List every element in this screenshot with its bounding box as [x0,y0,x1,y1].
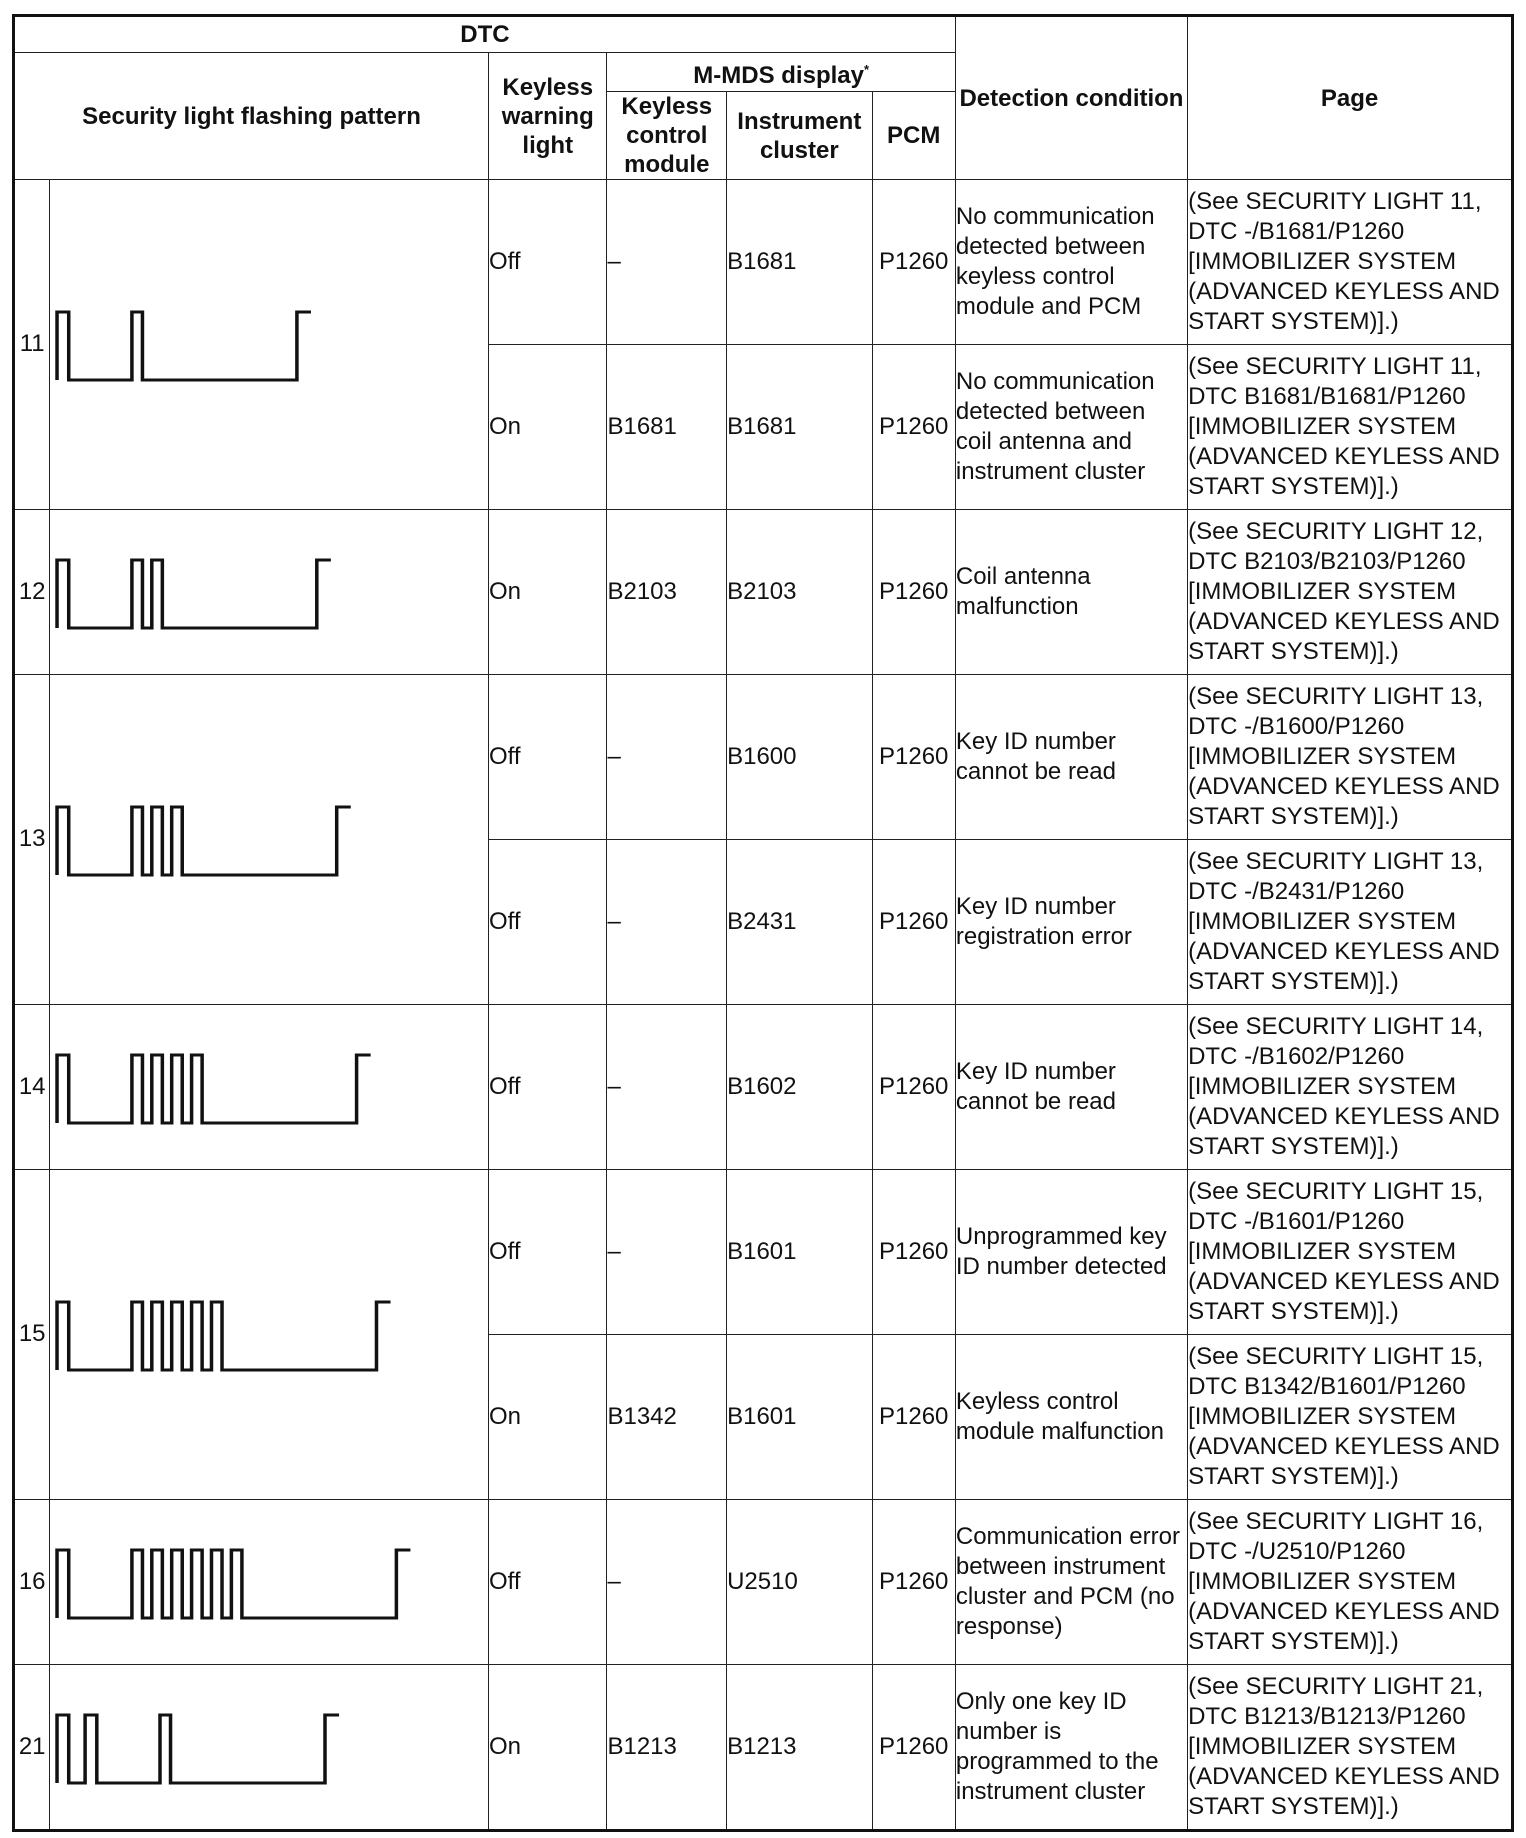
header-keyless-warning-light: Keyless warning light [489,53,607,180]
instrument-cluster-value: U2510 [727,1499,872,1664]
keyless-warning-light-value: On [489,1334,607,1499]
detection-condition-text: No communication detected between coil antenna and instrument cluster [955,344,1187,509]
detection-condition-text: No communication detected between keyless control module and PCM [955,180,1187,345]
pcm-value: P1260 [872,674,955,839]
flashing-pattern [50,1169,489,1499]
security-code: 12 [14,509,50,674]
flashing-pattern [50,1004,489,1169]
flashing-pattern [50,1664,489,1830]
detection-condition-text: Only one key ID number is programmed to the instrument cluster [955,1664,1187,1830]
keyless-control-module-value: – [607,674,727,839]
header-keyless-control-module: Keyless control module [607,92,727,180]
detection-condition-text: Coil antenna malfunction [955,509,1187,674]
keyless-warning-light-value: Off [489,1499,607,1664]
pcm-value: P1260 [872,509,955,674]
flashing-pattern [50,1499,489,1664]
detection-condition-text: Unprogrammed key ID number detected [955,1169,1187,1334]
instrument-cluster-value: B2103 [727,509,872,674]
security-code: 14 [14,1004,50,1169]
instrument-cluster-value: B1601 [727,1169,872,1334]
page-reference-text: (See SECURITY LIGHT 21, DTC B1213/B1213/P1260 [IMMOBILIZER SYSTEM (ADVANCED KEYLESS AND START SYSTEM)].) [1188,1664,1513,1830]
detection-condition-text: Key ID number cannot be read [955,1004,1187,1169]
dtc-table [12,14,1514,1832]
keyless-warning-light-value: On [489,509,607,674]
table-row [14,674,1513,839]
footnote-mark: * [863,61,870,77]
table-row [14,509,1513,674]
flashing-pattern-waveform [50,1274,488,1394]
header-dtc: DTC [14,16,956,53]
table-header [14,16,1513,180]
page-reference-text: (See SECURITY LIGHT 15, DTC B1342/B1601/P1260 [IMMOBILIZER SYSTEM (ADVANCED KEYLESS AND START SYSTEM)].) [1188,1334,1513,1499]
instrument-cluster-value: B1602 [727,1004,872,1169]
pcm-value: P1260 [872,180,955,345]
page-reference-text: (See SECURITY LIGHT 16, DTC -/U2510/P1260 [IMMOBILIZER SYSTEM (ADVANCED KEYLESS AND START SYSTEM)].) [1188,1499,1513,1664]
keyless-warning-light-value: On [489,1664,607,1830]
keyless-control-module-value: – [607,1169,727,1334]
instrument-cluster-value: B1681 [727,180,872,345]
flashing-pattern-waveform [50,284,488,404]
security-code: 21 [14,1664,50,1830]
keyless-control-module-value: B1681 [607,344,727,509]
flashing-pattern-waveform [50,1522,488,1642]
instrument-cluster-value: B1681 [727,344,872,509]
flashing-pattern-line [57,1055,371,1123]
flashing-pattern-line [57,312,311,380]
keyless-control-module-value: B1213 [607,1664,727,1830]
keyless-warning-light-value: Off [489,839,607,1004]
header-detection-condition: Detection condition [955,16,1187,180]
detection-condition-text: Communication error between instrument cluster and PCM (no response) [955,1499,1187,1664]
keyless-warning-light-value: Off [489,1004,607,1169]
flashing-pattern-waveform [50,1687,488,1807]
detection-condition-text: Key ID number registration error [955,839,1187,1004]
flashing-pattern [50,674,489,1004]
page-reference-text: (See SECURITY LIGHT 13, DTC -/B1600/P1260 [IMMOBILIZER SYSTEM (ADVANCED KEYLESS AND START SYSTEM)].) [1188,674,1513,839]
table-body [14,180,1513,1831]
table-row [14,1004,1513,1169]
table-row [14,1169,1513,1334]
flashing-pattern-line [57,1302,391,1370]
header-page: Page [1188,16,1513,180]
header-mmds-display: M-MDS display* [607,53,955,92]
keyless-control-module-value: – [607,1004,727,1169]
flashing-pattern-waveform [50,532,488,652]
detection-condition-text: Key ID number cannot be read [955,674,1187,839]
keyless-control-module-value: B2103 [607,509,727,674]
page-reference-text: (See SECURITY LIGHT 12, DTC B2103/B2103/P1260 [IMMOBILIZER SYSTEM (ADVANCED KEYLESS AND START SYSTEM)].) [1188,509,1513,674]
flashing-pattern [50,180,489,510]
instrument-cluster-value: B1213 [727,1664,872,1830]
keyless-warning-light-value: Off [489,180,607,345]
security-code: 13 [14,674,50,1004]
keyless-warning-light-value: Off [489,1169,607,1334]
page-reference-text: (See SECURITY LIGHT 14, DTC -/B1602/P1260 [IMMOBILIZER SYSTEM (ADVANCED KEYLESS AND START SYSTEM)].) [1188,1004,1513,1169]
page-reference-text: (See SECURITY LIGHT 11, DTC -/B1681/P1260 [IMMOBILIZER SYSTEM (ADVANCED KEYLESS AND START SYSTEM)].) [1188,180,1513,345]
instrument-cluster-value: B1600 [727,674,872,839]
pcm-value: P1260 [872,1004,955,1169]
keyless-control-module-value: – [607,180,727,345]
flashing-pattern-waveform [50,779,488,899]
instrument-cluster-value: B1601 [727,1334,872,1499]
flashing-pattern-line [57,560,331,628]
security-code: 16 [14,1499,50,1664]
pcm-value: P1260 [872,1334,955,1499]
instrument-cluster-value: B2431 [727,839,872,1004]
security-code: 11 [14,180,50,510]
flashing-pattern-waveform [50,1027,488,1147]
page-reference-text: (See SECURITY LIGHT 11, DTC B1681/B1681/P1260 [IMMOBILIZER SYSTEM (ADVANCED KEYLESS AND START SYSTEM)].) [1188,344,1513,509]
security-code: 15 [14,1169,50,1499]
flashing-pattern [50,509,489,674]
pcm-value: P1260 [872,1664,955,1830]
page-reference-text: (See SECURITY LIGHT 15, DTC -/B1601/P1260 [IMMOBILIZER SYSTEM (ADVANCED KEYLESS AND START SYSTEM)].) [1188,1169,1513,1334]
pcm-value: P1260 [872,1169,955,1334]
detection-condition-text: Keyless control module malfunction [955,1334,1187,1499]
flashing-pattern-line [57,1550,410,1618]
keyless-control-module-value: – [607,839,727,1004]
pcm-value: P1260 [872,839,955,1004]
table-row [14,1664,1513,1830]
pcm-value: P1260 [872,344,955,509]
table-row [14,1499,1513,1664]
table-row [14,180,1513,345]
flashing-pattern-line [57,807,351,875]
keyless-warning-light-value: Off [489,674,607,839]
page-reference-text: (See SECURITY LIGHT 13, DTC -/B2431/P1260 [IMMOBILIZER SYSTEM (ADVANCED KEYLESS AND START SYSTEM)].) [1188,839,1513,1004]
keyless-control-module-value: – [607,1499,727,1664]
pcm-value: P1260 [872,1499,955,1664]
header-instrument-cluster: Instrument cluster [727,92,872,180]
keyless-control-module-value: B1342 [607,1334,727,1499]
keyless-warning-light-value: On [489,344,607,509]
header-security-pattern: Security light flashing pattern [14,53,489,180]
header-pcm: PCM [872,92,955,180]
flashing-pattern-line [57,1715,339,1783]
